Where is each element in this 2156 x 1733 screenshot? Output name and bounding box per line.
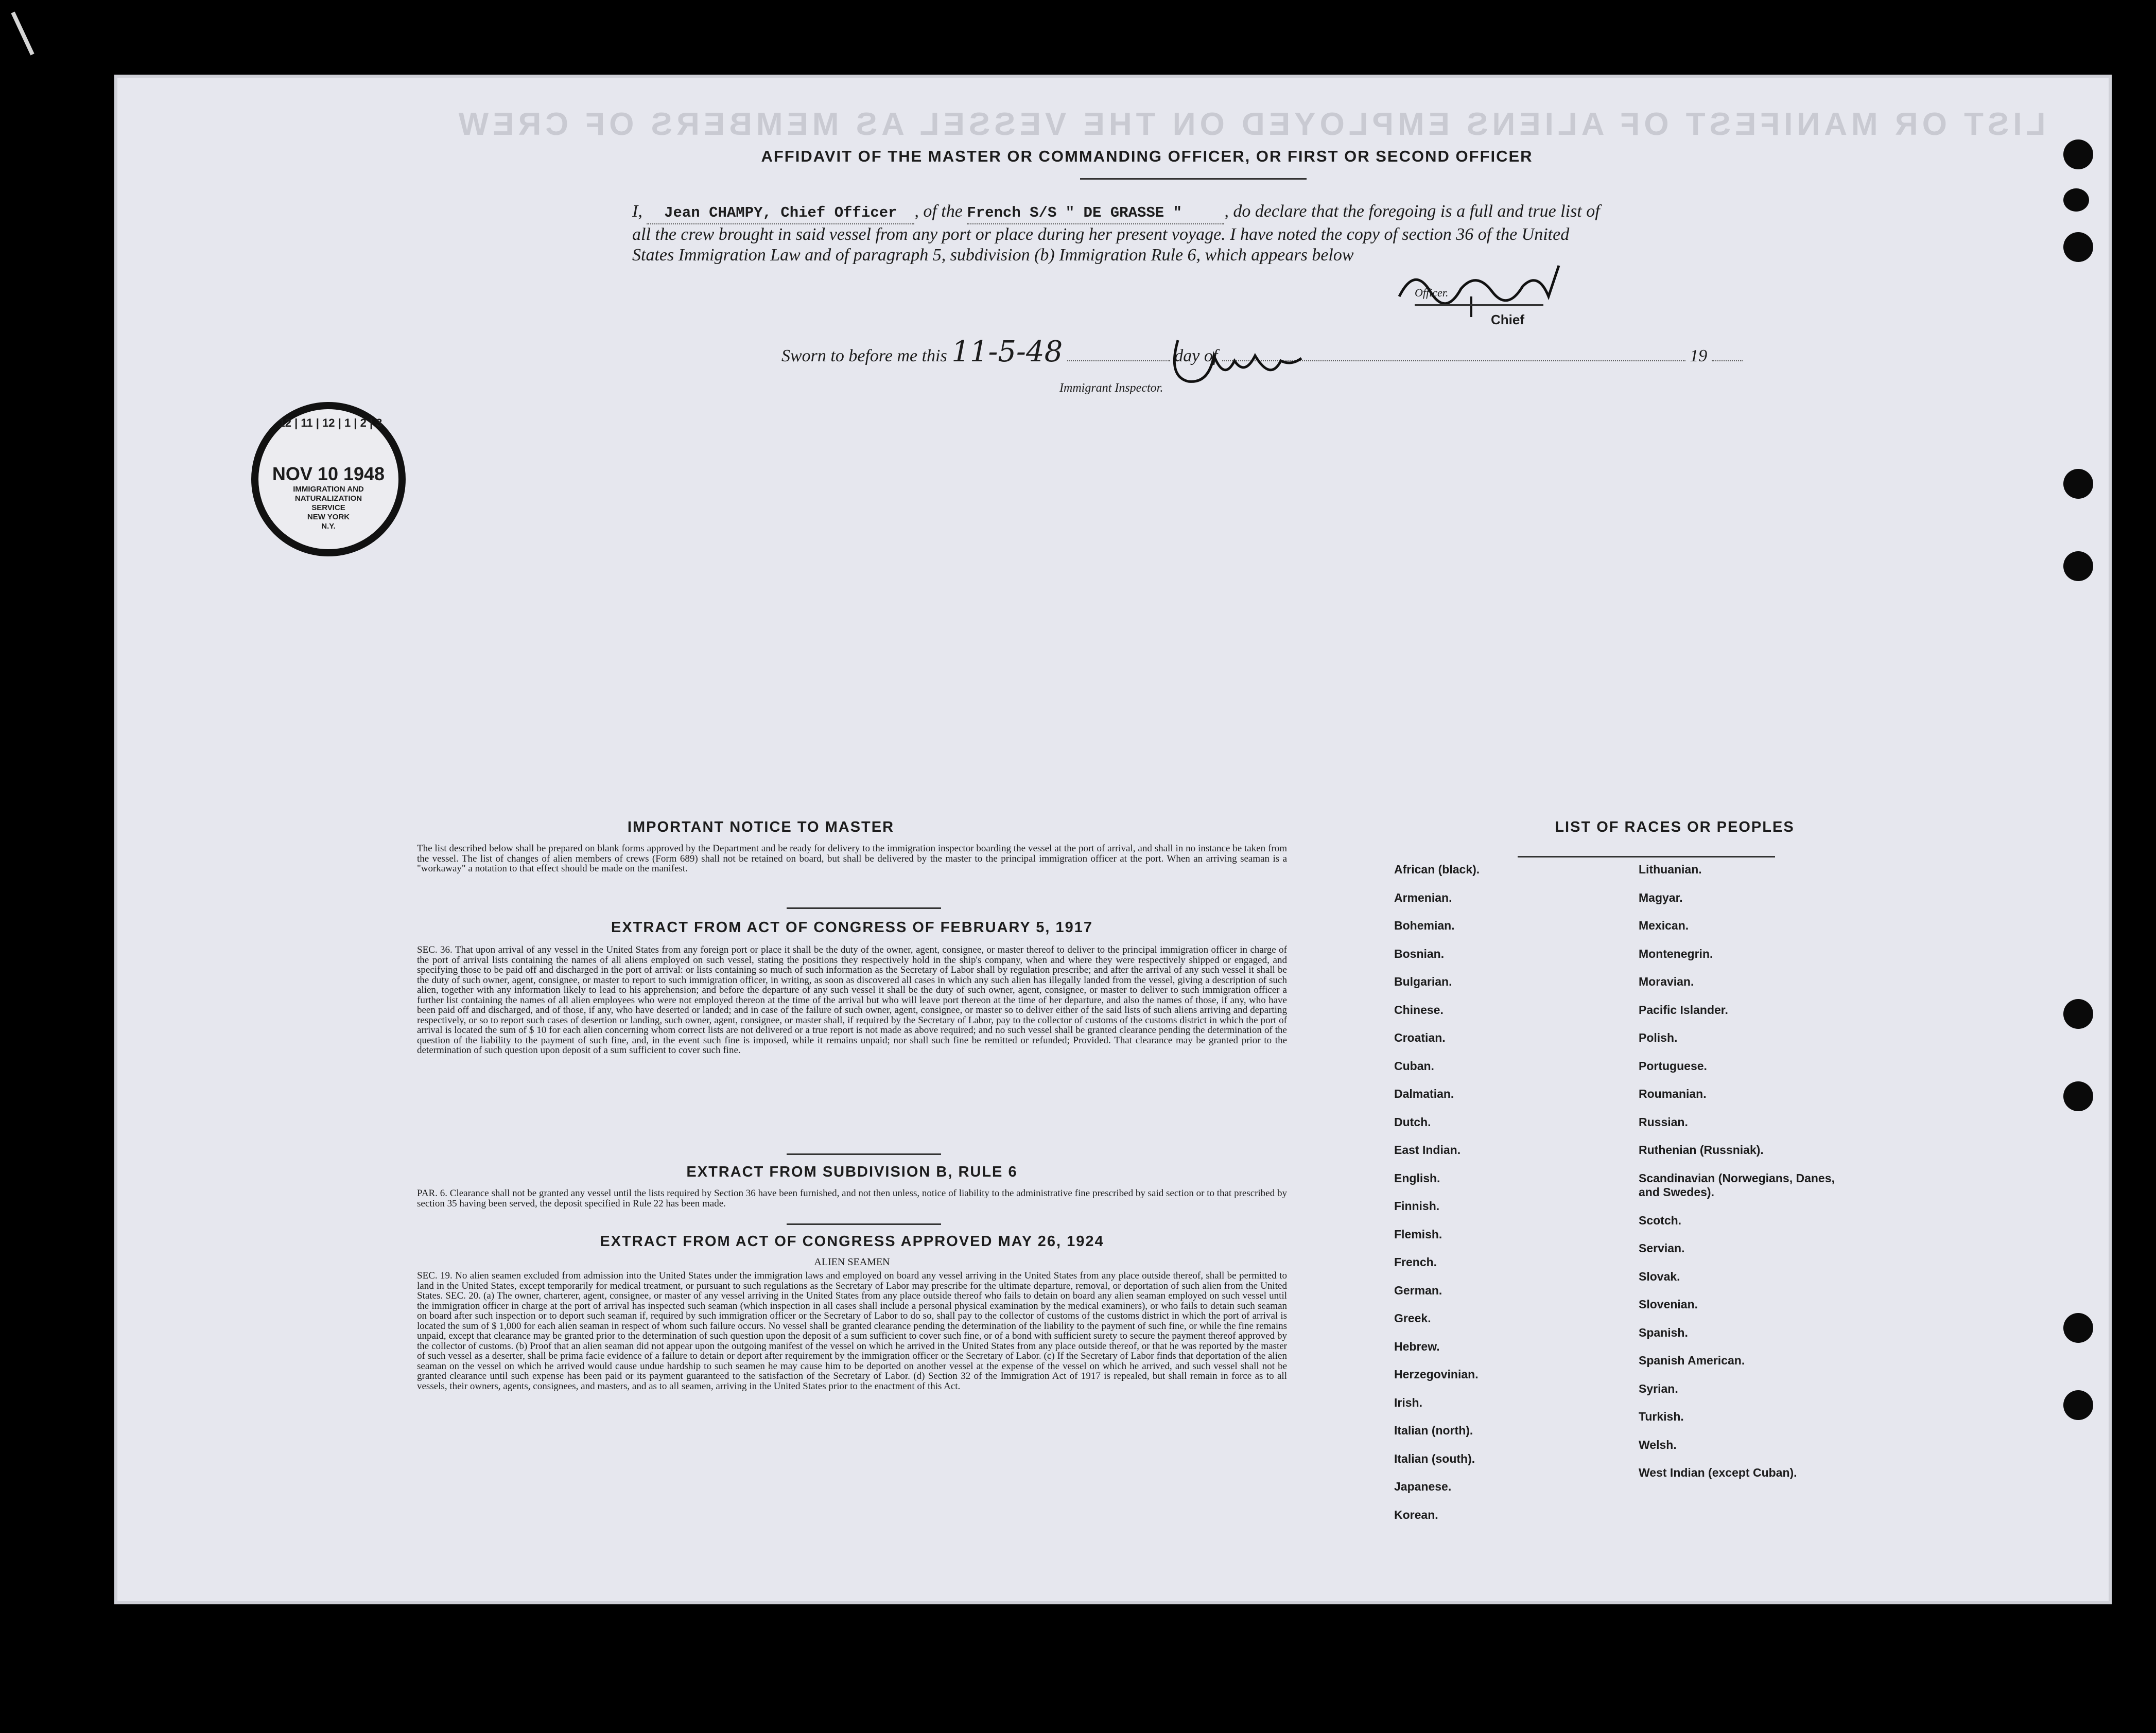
- race-item: East Indian.: [1394, 1143, 1461, 1157]
- race-item: Chinese.: [1394, 1003, 1444, 1017]
- extract-1917-text: SEC. 36. That upon arrival of any vessel in the United States from any foreign port or place it shall be the duty of the owner, agent, consignee, or master thereof to deliver to the principal immigration officer in charge of the port of arrival lists containing the names of all aliens employed on such vessel, stating the positions they respectively hold in the ship's company, when and where they were respectively shipped or engaged, and specifying those to be paid off and discharged in the port of arrival: or lists containing so much of such information as the Secretary of Labor shall by regulation prescribe; and after the arrival of any such vessel it shall be the duty of such owner, agent, consignee, or master to report to such immigration officer, in writing, as soon as discovered all cases in which any such alien has illegally landed from the vessel, giving a description of such alien, together with any information likely to lead to his apprehension; and before the departure of any such vessel it shall be the duty of such owner, agent, consignee, or master to deliver to such immigration officer a further list containing the names of all alien employees who were not employed thereon at the time of the arrival but who will leave port thereon at the time of her departure, and also the names of those, if any, who have been paid off and discharged, and of those, if any, who have deserted or landed; and in case of the failure of such owner, agent, consignee, or master so to deliver either of the said lists of such aliens arriving and departing respectively, or so to report such cases of desertion or landing, such owner, agent, consignee, or master shall, if required by the Secretary of Labor, pay to the collector of customs of the customs district in which the port of arrival is located the sum of $ 10 for each alien concerning whom correct lists are not delivered or a true report is not made as above required; and no such vessel shall be granted clearance pending the determination of the question of the liability to the payment of such fine, and, in the event such fine is imposed, while it remains unpaid; nor shall such fine be remitted or refunded; Provided. That clearance may be granted prior to the determination of such question upon deposit of a sum sufficient to cover such fine.: [417, 944, 1287, 1056]
- race-item: Bohemian.: [1394, 919, 1455, 932]
- race-item: Cuban.: [1394, 1059, 1434, 1073]
- inspector-signature: [1157, 335, 1312, 394]
- race-item: Korean.: [1394, 1508, 1438, 1521]
- extract-1924-text: SEC. 19. No alien seamen excluded from admission into the United States under the immigration laws and employed on board any vessel arriving in the United States from any place outside thereof, shall be permitted to land in the United States, except temporarily for medical treatment, or pursuant to such regulations as the Secretary of Labor may prescribe for the ultimate departure, removal, or deportation of such alien from the United States. SEC. 20. (a) The owner, charterer, agent, consignee, or master of any vessel arriving in the United States from any place outside thereof who fails to detain on board any alien seaman employed on such vessel until the immigration officer in charge at the port of arrival has inspected such seaman (which inspection in all cases shall include a personal physical examination by the medical examiners), or who fails to detain such seaman on board after such inspection or to deport such seaman if, required by such immigration officer or the Secretary of Labor to do so, shall pay to the collector of customs of the customs district in which the port of arrival is located the sum of $ 1,000 for each alien seaman in respect of whom such failure occurs. No vessel shall be granted clearance pending the determination of the liability to the payment of such fine, or while the fine remains unpaid, except that clearance may be granted prior to the determination of such question upon the deposit of a sum sufficient to cover such fine, or of a bond with sufficient surety to secure the payment thereof approved by the collector of customs. (b) Proof that an alien seaman did not appear upon the outgoing manifest of the vessel on which he arrived in the United States from any place outside thereof, or that he was reported by the master of such vessel as a deserter, shall be prima facie evidence of a failure to detain or deport after requirement by the immigration officer or the Secretary of Labor. (c) If the Secretary of Labor finds that deportation of the alien seaman on the vessel on which he arrived would cause undue hardship to such seamen he may cause him to be deported on another vessel at the expense of the vessel on which he arrived, and such vessel shall not be granted clearance until such expense has been paid or its payment guaranteed to the satisfaction of the Secretary of Labor. (d) Section 32 of the Immigration Act of 1917 is repealed, but shall remain in force as to all vessels, their owners, agents, consignees, and masters, and as to all seamen, arriving in the United States prior to the enactment of this Act.: [417, 1270, 1287, 1392]
- divider: [787, 1223, 941, 1225]
- race-item: Dalmatian.: [1394, 1087, 1454, 1100]
- officer-name: Jean CHAMPY, Chief Officer: [664, 204, 897, 221]
- inspector-label: Immigrant Inspector.: [1059, 381, 1163, 395]
- race-item: Moravian.: [1639, 975, 1694, 988]
- race-item: Spanish American.: [1639, 1354, 1745, 1367]
- race-item: Magyar.: [1639, 890, 1683, 904]
- struck-title-line: [1415, 304, 1543, 306]
- race-item: French.: [1394, 1255, 1437, 1269]
- notice-text: The list described below shall be prepared on blank forms approved by the Department and be ready for delivery to the immigration inspector boarding the vessel at the port of arrival, and shall in no instance be taken from the vessel. The list of changes of alien members of crews (Form 689) shall not be retained on board, but shall be delivered by the master to the principal immigration officer at the port. When an arriving seaman is a "workaway" a notation to that effect should be made on the manifest.: [417, 843, 1287, 874]
- race-item: Irish.: [1394, 1395, 1422, 1409]
- race-item: Bulgarian.: [1394, 975, 1452, 988]
- divider: [787, 907, 941, 909]
- punch-hole: [2063, 188, 2089, 212]
- race-item: Scandinavian (Norwegians, Danes, and Swedes).: [1639, 1171, 1835, 1199]
- day-of-text: day of: [1174, 346, 1218, 365]
- divider: [1518, 856, 1775, 857]
- race-item: Welsh.: [1639, 1438, 1677, 1451]
- race-item: Slovak.: [1639, 1269, 1680, 1283]
- race-item: Spanish.: [1639, 1325, 1688, 1339]
- affidavit-body: [632, 201, 1600, 266]
- extract-rule6-title: EXTRACT FROM SUBDIVISION B, RULE 6: [686, 1164, 1018, 1180]
- inspector-scribble: [1157, 335, 1312, 392]
- race-item: Italian (north).: [1394, 1424, 1473, 1437]
- race-item: Montenegrin.: [1639, 947, 1713, 960]
- race-item: Portuguese.: [1639, 1059, 1707, 1073]
- race-item: Syrian.: [1639, 1381, 1678, 1395]
- affidavit-lead: I,: [632, 202, 642, 221]
- affidavit-declare: , do declare: [1224, 202, 1307, 221]
- punch-hole: [2063, 232, 2093, 262]
- affidavit-statement: that the foregoing is a full and true list of all the crew brought in said vessel from any port or place during her present voyage. I have noted the copy of section 36 of the United States Immigration Law and of paragraph 5, subdivision (b) Immigration Rule 6, which appears below: [632, 202, 1600, 265]
- punch-hole: [2063, 1390, 2093, 1420]
- notice-title: IMPORTANT NOTICE TO MASTER: [627, 819, 895, 835]
- punch-hole: [2063, 999, 2093, 1029]
- race-item: Bosnian.: [1394, 947, 1445, 960]
- race-item: Japanese.: [1394, 1480, 1452, 1493]
- race-item: Croatian.: [1394, 1031, 1446, 1044]
- race-item: Russian.: [1639, 1115, 1688, 1129]
- officer-label: Officer.: [1415, 286, 1449, 299]
- vessel-name: French S/S " DE GRASSE ": [967, 204, 1182, 221]
- race-item: Finnish.: [1394, 1199, 1440, 1213]
- divider: [787, 1153, 941, 1155]
- race-item: Armenian.: [1394, 890, 1452, 904]
- races-title: LIST OF RACES OR PEOPLES: [1555, 819, 1795, 835]
- punch-hole: [2063, 551, 2093, 581]
- manifest-page: [114, 75, 2112, 1604]
- race-item: West Indian (except Cuban).: [1639, 1466, 1797, 1479]
- race-item: Greek.: [1394, 1311, 1431, 1325]
- mirrored-bleed-through-heading: LIST OR MANIFEST OF ALIENS EMPLOYED ON THE VESSEL AS MEMBERS OF CREW: [454, 107, 2046, 142]
- immigration-date-stamp: 12 | 11 | 12 | 1 | 2 | 3 NOV 10 1948 IMMIGRATION AND NATURALIZATION SERVICE NEW YORK N.Y.: [251, 402, 406, 556]
- affidavit-of-the: , of the: [914, 202, 963, 221]
- race-item: Turkish.: [1639, 1410, 1684, 1423]
- race-item: Hebrew.: [1394, 1339, 1440, 1353]
- race-item: German.: [1394, 1283, 1442, 1297]
- race-item: Scotch.: [1639, 1213, 1682, 1227]
- race-item: English.: [1394, 1171, 1440, 1185]
- punch-hole: [2063, 1081, 2093, 1111]
- film-edge-mark: [11, 12, 34, 56]
- affidavit-title: AFFIDAVIT OF THE MASTER OR COMMANDING OFFICER, OR FIRST OR SECOND OFFICER: [761, 147, 1533, 165]
- stamp-date: NOV 10 1948: [272, 463, 385, 484]
- races-left-column: [1394, 863, 1615, 1536]
- extract-1924-subtitle: ALIEN SEAMEN: [814, 1256, 890, 1268]
- race-item: Dutch.: [1394, 1115, 1431, 1129]
- race-item: Roumanian.: [1639, 1087, 1707, 1100]
- punch-hole: [2063, 139, 2093, 169]
- extract-rule6-text: PAR. 6. Clearance shall not be granted any vessel until the lists required by Section 36 have been furnished, and not then unless, notice of liability to the administrative fine prescribed by said section or to that prescribed by section 35 having been served, the deposit specified in Rule 22 has been made.: [417, 1188, 1287, 1209]
- year-prefix: 19: [1690, 346, 1708, 365]
- race-item: Mexican.: [1639, 919, 1689, 932]
- race-item: Ruthenian (Russniak).: [1639, 1143, 1764, 1157]
- punch-hole: [2063, 1313, 2093, 1343]
- sworn-date: 11-5-48: [951, 335, 1063, 369]
- chief-label: Chief: [1491, 312, 1524, 327]
- extract-1917-title: EXTRACT FROM ACT OF CONGRESS OF FEBRUARY 5, 1917: [611, 919, 1093, 936]
- race-item: Slovenian.: [1639, 1298, 1698, 1311]
- sworn-text: Sworn to before me this: [781, 346, 947, 365]
- punch-hole: [2063, 469, 2093, 499]
- race-item: Pacific Islander.: [1639, 1003, 1728, 1017]
- race-item: Italian (south).: [1394, 1451, 1475, 1465]
- race-item: Herzegovinian.: [1394, 1368, 1479, 1381]
- race-item: Flemish.: [1394, 1227, 1442, 1241]
- divider: [1080, 178, 1307, 180]
- races-right-column: [1639, 863, 1845, 1494]
- race-item: African (black).: [1394, 863, 1480, 876]
- race-item: Lithuanian.: [1639, 863, 1702, 876]
- extract-1924-title: EXTRACT FROM ACT OF CONGRESS APPROVED MAY 26, 1924: [600, 1233, 1104, 1250]
- race-item: Polish.: [1639, 1031, 1678, 1044]
- race-item: Servian.: [1639, 1241, 1685, 1255]
- stamp-numbers: 12 | 11 | 12 | 1 | 2 | 3: [279, 416, 382, 429]
